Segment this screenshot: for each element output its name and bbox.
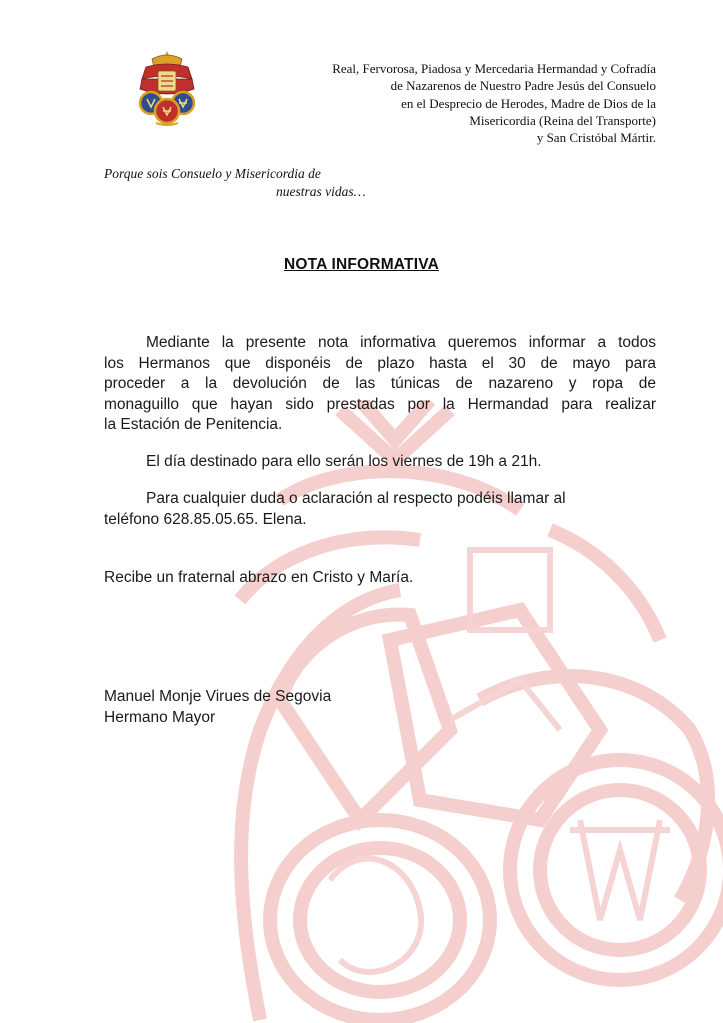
header-line: y San Cristóbal Mártir. [536, 130, 656, 146]
motto-line-1: Porque sois Consuelo y Misericordia de [104, 166, 321, 181]
motto-line-2: nuestras vidas… [276, 184, 366, 199]
paragraph-line: Para cualquier duda o aclaración al respecto podéis llamar al [146, 490, 566, 507]
paragraph-schedule: El día destinado para ello serán los viernes de 19h a 21h. [146, 453, 542, 470]
document-title: NOTA INFORMATIVA [283, 256, 440, 273]
signer-name: Manuel Monje Virues de Segovia [104, 688, 332, 705]
motto [104, 165, 404, 201]
header-line: de Nazarenos de Nuestro Padre Jesús del Consuelo [390, 78, 656, 94]
header-line: Misericordia (Reina del Transporte) [469, 112, 656, 128]
paragraph-line: proceder a la devolución de las túnicas de nazareno y ropa de [104, 375, 656, 392]
paragraph-return-notice [104, 333, 656, 436]
paragraph-line: teléfono 628.85.05.65. Elena. [104, 510, 307, 528]
paragraph-line: monaguillo que hayan sido prestadas por la Hermandad para realizar [104, 395, 656, 413]
paragraph-closing: Recibe un fraternal abrazo en Cristo y María. [104, 569, 414, 586]
brotherhood-header [236, 60, 656, 146]
header-line: Real, Fervorosa, Piadosa y Mercedaria Hermandad y Cofradía [332, 61, 656, 76]
paragraph-line: Mediante la presente nota informativa queremos informar a todos [146, 334, 656, 351]
coat-of-arms-logo [136, 49, 198, 127]
signer-role: Hermano Mayor [104, 709, 216, 726]
signature-block [104, 686, 331, 728]
header-line: en el Desprecio de Herodes, Madre de Dios de la [401, 95, 656, 111]
paragraph-contact [104, 489, 656, 530]
paragraph-line: la Estación de Penitencia. [104, 416, 283, 433]
paragraph-line: los Hermanos que disponéis de plazo hasta el 30 de mayo para [104, 354, 656, 372]
